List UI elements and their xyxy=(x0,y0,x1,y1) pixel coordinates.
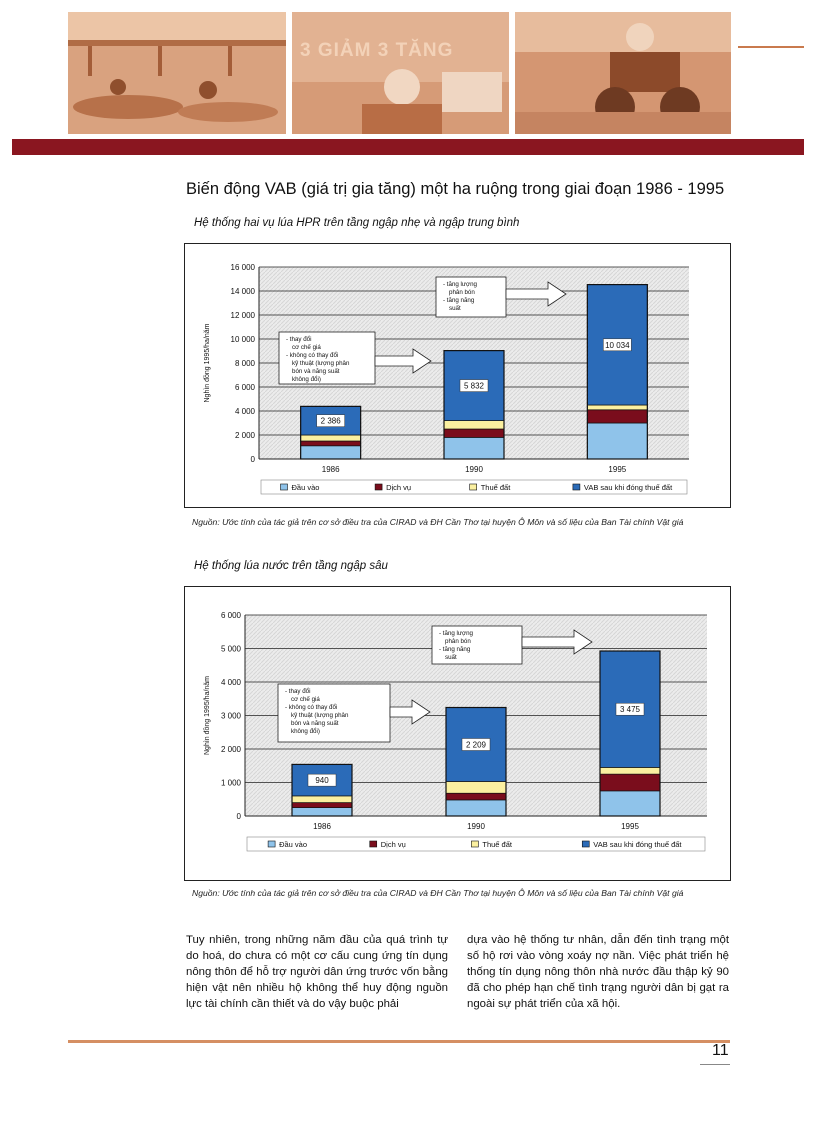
legend-swatch xyxy=(471,841,478,847)
chart1-svg xyxy=(185,244,730,507)
callout-text: - tăng lượng xyxy=(443,281,477,288)
header-accent-line xyxy=(738,46,804,48)
bar-segment xyxy=(446,800,506,816)
poster-photo-image xyxy=(292,12,509,134)
data-label: 3 475 xyxy=(619,705,641,715)
y-tick-label: 6 000 xyxy=(220,611,241,620)
chart1-frame xyxy=(184,243,731,508)
y-tick-label: 2 000 xyxy=(234,431,255,440)
callout-text: - tăng lượng xyxy=(439,630,473,637)
x-tick-label: 1990 xyxy=(467,822,485,831)
y-tick-label: 4 000 xyxy=(234,407,255,416)
callout-text: - không có thay đổi xyxy=(285,704,338,711)
legend-swatch xyxy=(573,484,580,490)
callout-text: kỹ thuật (lượng phân xyxy=(291,712,349,719)
bar-segment xyxy=(444,421,504,429)
bar-segment xyxy=(587,405,647,410)
legend-swatch xyxy=(470,484,477,490)
callout-text: suất xyxy=(449,305,461,312)
legend-label: Đầu vào xyxy=(291,483,320,492)
bar-segment xyxy=(600,774,660,791)
data-label: 2 209 xyxy=(465,740,487,750)
bar-segment xyxy=(587,410,647,423)
y-tick-label: 12 000 xyxy=(230,311,255,320)
y-tick-label: 10 000 xyxy=(230,335,255,344)
page-number: 11 xyxy=(712,1042,729,1059)
y-tick-label: 0 xyxy=(250,455,255,464)
callout-text: cơ chế giá xyxy=(292,344,321,351)
legend-swatch xyxy=(281,484,288,490)
x-tick-label: 1986 xyxy=(313,822,331,831)
bar-segment xyxy=(444,429,504,437)
x-tick-label: 1995 xyxy=(608,465,627,474)
callout-text: bón và năng suất xyxy=(292,368,340,375)
callout-text: - thay đổi xyxy=(285,688,311,695)
callout-text: bón và năng suất xyxy=(291,720,339,727)
header-band xyxy=(12,139,804,155)
y-tick-label: 4 000 xyxy=(220,678,241,687)
legend-label: Thuế đất xyxy=(480,483,511,492)
chart1-source: Nguồn: Ước tính của tác giả trên cơ sở điều tra của CIRAD và ĐH Cần Thơ tại huyện Ô Môn và số liệu của Ban Tài chính Vật giá xyxy=(192,517,684,527)
y-tick-label: 5 000 xyxy=(220,644,241,654)
callout-text: - tăng năng xyxy=(439,646,471,653)
callout-text: - tăng năng xyxy=(443,297,475,304)
data-label: 940 xyxy=(315,776,329,786)
footer-line xyxy=(68,1040,730,1043)
callout-text: không đổi) xyxy=(291,728,320,735)
y-tick-label: 6 000 xyxy=(234,383,255,392)
body-column-1: Tuy nhiên, trong những năm đầu của quá trình tự do hoá, do chưa có một cơ cấu cung ứng tín dụng nông thôn để hỗ trợ người dân ứng trước vốn bằng hiện vật nên nhiều hộ không thể huy động nguồn lực tài chính cần thiết và do vậy buộc phải xyxy=(186,934,448,1010)
page-number-underline xyxy=(700,1064,730,1065)
data-label: 5 832 xyxy=(463,381,485,391)
y-tick-label: 14 000 xyxy=(230,287,255,296)
chart2-frame xyxy=(184,586,731,881)
poster-caption: 3 GIẢM 3 TĂNG xyxy=(300,40,454,61)
x-tick-label: 1990 xyxy=(465,465,483,474)
x-tick-label: 1986 xyxy=(321,465,340,474)
chart2-svg xyxy=(185,587,730,880)
legend-swatch xyxy=(375,484,382,490)
data-label: 10 034 xyxy=(605,340,630,350)
legend-swatch xyxy=(582,841,589,847)
boats-photo-image xyxy=(68,12,286,134)
legend-label: Đầu vào xyxy=(279,840,308,849)
x-tick-label: 1995 xyxy=(621,822,639,831)
bar-segment xyxy=(444,437,504,459)
callout-text: phân bón xyxy=(445,638,471,645)
chart2-subtitle: Hệ thống lúa nước trên tầng ngập sâu xyxy=(194,560,388,572)
bar-segment xyxy=(301,446,361,459)
data-label: 2 386 xyxy=(320,416,341,426)
y-axis-label: Nghìn đồng 1995/ha/năm xyxy=(204,323,211,403)
machine-photo-image xyxy=(515,12,731,134)
bar-segment xyxy=(292,796,352,803)
body-column-2: dựa vào hệ thống tư nhân, dẫn đến tình trạng một số hộ rơi vào vòng xoáy nợ nần. Việc phát triển hệ thống tín dụng nông thôn nhà nước đầu thập kỷ 90 đã cho phép hạn chế tình trạng người dân bị gạt ra ngoài sự phát triển của xã hội. xyxy=(467,934,729,1010)
callout-text: kỹ thuật (lượng phân xyxy=(292,360,350,367)
legend-label: VAB sau khi đóng thuế đất xyxy=(593,840,682,849)
y-tick-label: 0 xyxy=(236,812,241,821)
bar-segment xyxy=(301,441,361,446)
legend-swatch xyxy=(268,841,275,847)
callout-text: cơ chế giá xyxy=(291,696,320,703)
bar-segment xyxy=(446,793,506,800)
bar-segment xyxy=(292,803,352,808)
chart2-source: Nguồn: Ước tính của tác giả trên cơ sở điều tra của CIRAD và ĐH Cần Thơ tại huyện Ô Môn và số liệu của Ban Tài chính Vật giá xyxy=(192,888,684,898)
bar-segment xyxy=(587,423,647,459)
bar-segment xyxy=(292,808,352,816)
legend-label: VAB sau khi đóng thuế đất xyxy=(583,483,673,492)
page-title: Biến động VAB (giá trị gia tăng) một ha ruộng trong giai đoạn 1986 - 1995 xyxy=(186,180,725,198)
bar-segment xyxy=(600,791,660,816)
y-tick-label: 8 000 xyxy=(234,359,255,368)
y-tick-label: 1 000 xyxy=(220,778,241,788)
header-photo-poster xyxy=(292,12,509,134)
y-tick-label: 16 000 xyxy=(230,263,255,272)
callout-text: - thay đổi xyxy=(286,336,312,343)
bar-segment xyxy=(600,767,660,774)
y-tick-label: 2 000 xyxy=(220,745,241,754)
legend-label: Dịch vụ xyxy=(380,840,406,849)
callout-text: suất xyxy=(445,654,457,661)
bar-segment xyxy=(301,435,361,441)
legend-label: Dịch vụ xyxy=(386,483,412,492)
bar-segment xyxy=(446,781,506,793)
header-photo-boats xyxy=(68,12,286,134)
chart1-subtitle: Hệ thống hai vụ lúa HPR trên tầng ngập nhẹ và ngập trung bình xyxy=(194,217,520,229)
y-tick-label: 3 000 xyxy=(220,711,241,721)
callout-text: không đổi) xyxy=(292,376,321,383)
legend-swatch xyxy=(370,841,377,847)
y-axis-label: Nghìn đồng 1995/ha/năm xyxy=(204,675,211,756)
callout-text: phân bón xyxy=(449,289,475,296)
header-photo-machine xyxy=(515,12,731,134)
legend-label: Thuế đất xyxy=(482,840,512,849)
callout-text: - không có thay đổi xyxy=(286,352,339,359)
